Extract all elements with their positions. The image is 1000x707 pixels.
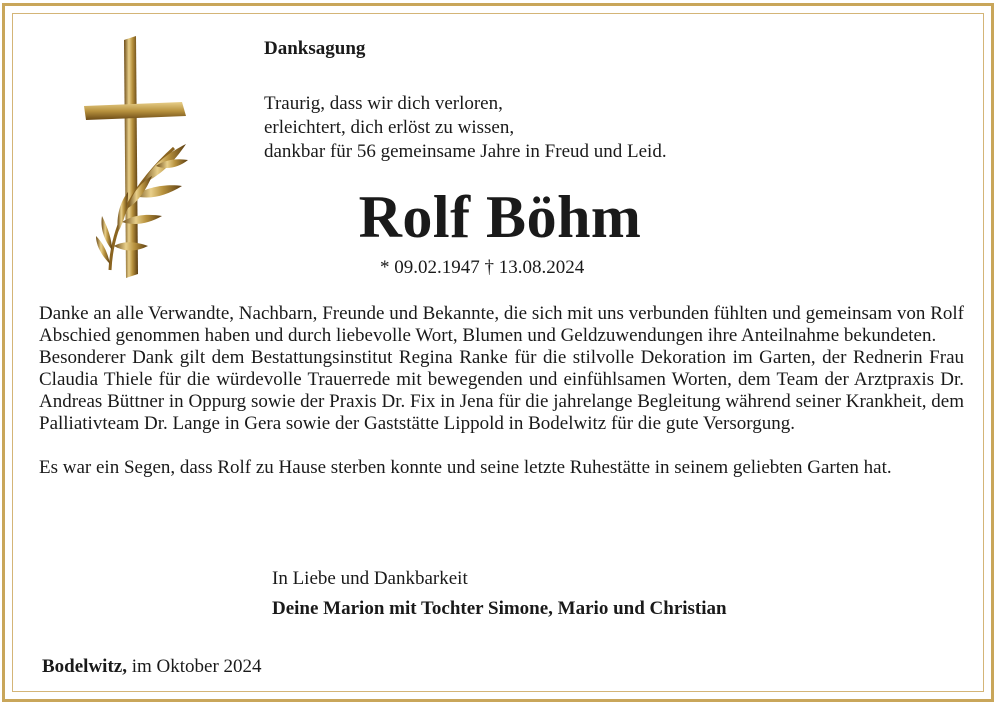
thanks-text bbox=[39, 303, 964, 479]
paragraph-special-thanks: Besonderer Dank gilt dem Bestattungsinstitut Regina Ranke für die stilvolle Dekoration im Garten, der Rednerin Frau Claudia Thiele für die würdevolle Trauerrede mit bewegenden und einfühlsamen Worten, dem Team der Arztpraxis Dr. Andreas Büttner in Oppurg sowie der Praxis Dr. Fix in Jena für die jahrelange Begleitung während seiner Krankheit, dem Palliativteam Dr. Lange in Gera sowie der Gaststätte Lippold in Bodelwitz für die gute Versorgung. bbox=[39, 347, 964, 434]
deceased-name: Rolf Böhm bbox=[358, 184, 642, 250]
life-dates: * 09.02.1947 † 13.08.2024 bbox=[380, 257, 585, 278]
paragraph-blessing: Es war ein Segen, dass Rolf zu Hause sterben konnte und seine letzte Ruhestätte in seinem geliebten Garten hat. bbox=[39, 457, 892, 478]
verse-line: dankbar für 56 gemeinsame Jahre in Freud und Leid. bbox=[264, 141, 667, 162]
paragraph-thanks: Danke an alle Verwandte, Nachbarn, Freunde und Bekannte, die sich mit uns verbunden fühlten und gemeinsam von Rolf Abschied genommen haben und durch liebevolle Wort, Blumen und Geldzuwendungen ihre Anteilnahme bekundeten. bbox=[39, 303, 964, 346]
heading-danksagung: Danksagung bbox=[264, 38, 366, 59]
place-name: Bodelwitz, bbox=[42, 656, 127, 677]
verse bbox=[264, 92, 667, 164]
signers: Deine Marion mit Tochter Simone, Mario und Christian bbox=[272, 598, 727, 619]
date-line: im Oktober 2024 bbox=[126, 656, 262, 677]
verse-line: erleichtert, dich erlöst zu wissen, bbox=[264, 117, 515, 138]
place-date-line bbox=[42, 656, 262, 678]
closing-line: In Liebe und Dankbarkeit bbox=[272, 568, 468, 589]
verse-line: Traurig, dass wir dich verloren, bbox=[264, 93, 503, 114]
